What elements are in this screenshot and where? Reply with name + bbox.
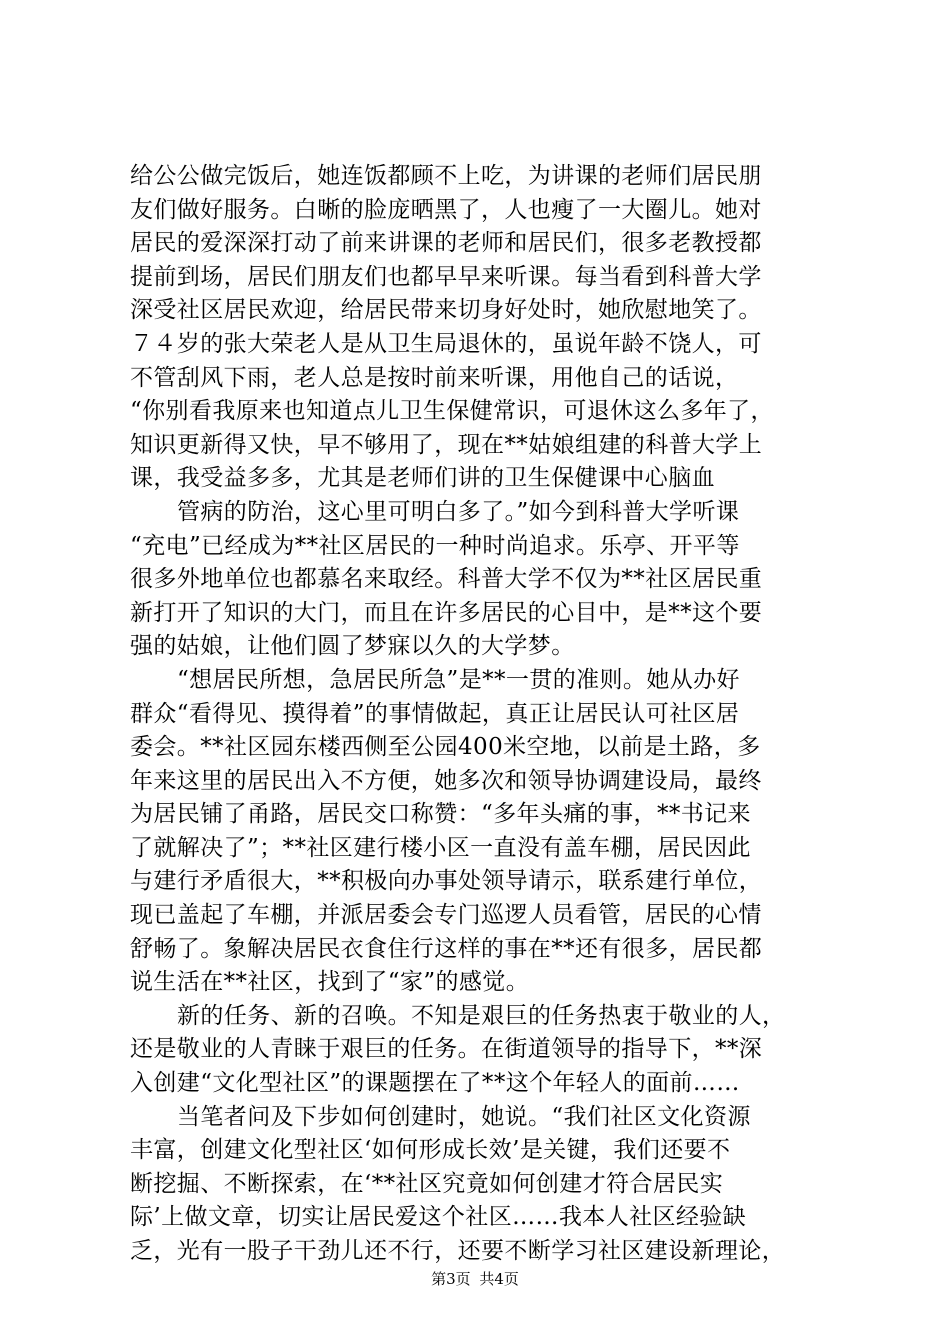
text-line: 居民的爱深深打动了前来讲课的老师和居民们，很多老教授都 (130, 230, 762, 257)
text-line: 入创建“文化型社区”的课题摆在了**这个年轻人的面前…… (130, 1070, 740, 1097)
text-line: 说生活在**社区，找到了“家”的感觉。 (130, 969, 530, 996)
text-line: 课，我受益多多，尤其是老师们讲的卫生保健课中心脑血 (130, 465, 715, 492)
paragraph-first-line: 当笔者问及下步如何创建时，她说。“我们社区文化资源 (177, 1103, 751, 1130)
page-total: 共4页 (479, 1270, 519, 1288)
text-line: 新打开了知识的大门，而且在许多居民的心目中，是**这个要 (130, 599, 763, 626)
paragraph-first-line: 管病的防治，这心里可明白多了。”如今到科普大学听课 (177, 498, 740, 525)
page-footer (0, 1268, 950, 1289)
body-text (130, 160, 840, 1269)
text-line: 为居民铺了甬路，居民交口称赞：“多年头痛的事，**书记来 (130, 801, 751, 828)
text-line: 友们做好服务。白晰的脸庞晒黑了，人也瘦了一大圈儿。她对 (130, 196, 762, 223)
text-line: 断挖掘、不断探索，在‘**社区究竟如何创建才符合居民实 (130, 1170, 724, 1197)
text-line: 提前到场，居民们朋友们也都早早来听课。每当看到科普大学 (130, 263, 762, 290)
text-line: 还是敬业的人青睐于艰巨的任务。在街道领导的指导下，**深 (130, 1036, 763, 1063)
text-line: 了就解决了”；**社区建行楼小区一直没有盖车棚，居民因此 (130, 834, 751, 861)
text-line: 与建行矛盾很大，**积极向办事处领导请示，联系建行单位， (130, 868, 763, 895)
text-line: 丰富，创建文化型社区‘如何形成长效’是关键，我们还要不 (130, 1137, 731, 1164)
paragraph-first-line: 新的任务、新的召唤。不知是艰巨的任务热衷于敬业的人， (177, 1002, 786, 1029)
text-line: “你别看我原来也知道点儿卫生保健常识，可退休这么多年了， (130, 398, 774, 425)
text-line: 委会。**社区园东楼西侧至公园400米空地，以前是土路，多 (130, 734, 761, 761)
text-line: 知识更新得又快，早不够用了，现在**姑娘组建的科普大学上 (130, 431, 763, 458)
text-line: 强的姑娘，让他们圆了梦寐以久的大学梦。 (130, 633, 575, 660)
page-number: 第3页 (431, 1270, 471, 1288)
text-line: “充电”已经成为**社区居民的一种时尚追求。乐亭、开平等 (130, 532, 740, 559)
text-line: 深受社区居民欢迎，给居民带来切身好处时，她欣慰地笑了。 (130, 297, 762, 324)
text-line: 乏，光有一股子干劲儿还不行，还要不断学习社区建设新理论， (130, 1238, 786, 1264)
text-line: 现已盖起了车棚，并派居委会专门巡逻人员看管，居民的心情 (130, 902, 762, 929)
text-line: 际’上做文章，切实让居民爱这个社区……我本人社区经验缺 (130, 1204, 747, 1231)
paragraph-first-line: “想居民所想，急居民所急”是**一贯的准则。她从办好 (177, 666, 740, 693)
text-line: 群众“看得见、摸得着”的事情做起，真正让居民认可社区居 (130, 700, 740, 727)
text-line: 给公公做完饭后，她连饭都顾不上吃，为讲课的老师们居民朋 (130, 163, 762, 189)
text-line: 年来这里的居民出入不方便，她多次和领导协调建设局，最终 (130, 767, 762, 794)
text-line: 不管刮风下雨，老人总是按时前来听课，用他自己的话说， (130, 364, 739, 391)
text-line: 很多外地单位也都慕名来取经。科普大学不仅为**社区居民重 (130, 566, 763, 593)
text-line: ７４岁的张大荣老人是从卫生局退休的，虽说年龄不饶人，可 (130, 330, 762, 357)
text-line: 舒畅了。象解决居民衣食住行这样的事在**还有很多，居民都 (130, 935, 763, 962)
